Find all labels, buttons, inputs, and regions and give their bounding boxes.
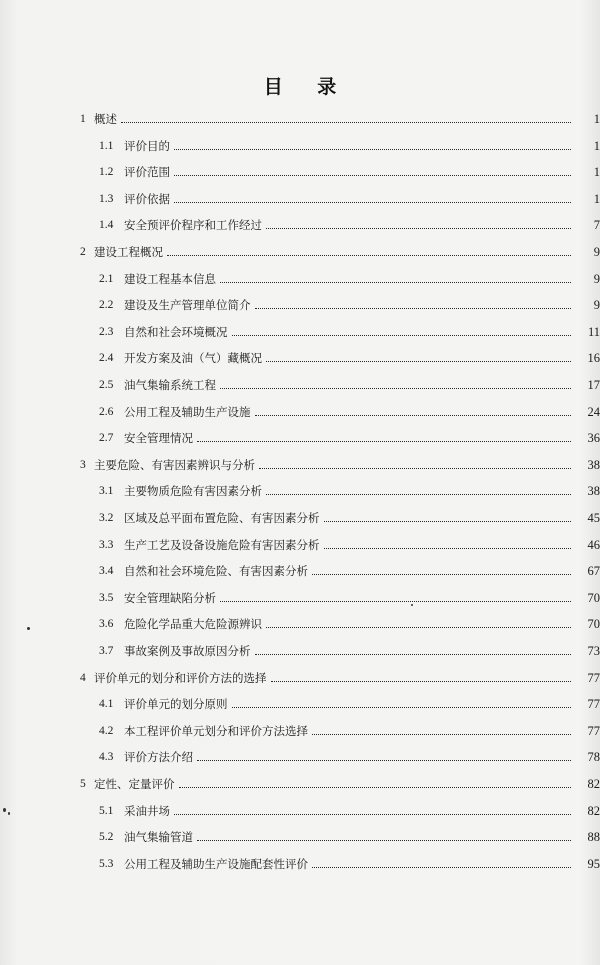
scan-speck: [8, 812, 10, 815]
toc-entry-number: 4.2: [99, 724, 114, 737]
toc-dot-leader: [174, 201, 571, 203]
toc-entry-number: 5.2: [99, 831, 114, 844]
toc-entry[interactable]: [0, 423, 600, 445]
toc-entry-label: 安全管理情况: [124, 431, 193, 446]
toc-entry-number: 3.4: [99, 565, 114, 578]
toc-dot-leader: [174, 813, 571, 815]
toc-dot-leader: [121, 121, 571, 123]
toc-entry[interactable]: [0, 583, 600, 605]
toc-entry-number: 1.1: [99, 139, 114, 152]
toc-entry-number: 4: [80, 671, 86, 684]
toc-entry-label: 采油井场: [124, 803, 170, 818]
scan-speck: [3, 808, 6, 812]
toc-entry-page-number: 77: [587, 723, 600, 738]
toc-entry-label: 自然和社会环境危险、有害因素分析: [124, 564, 308, 579]
toc-dot-leader: [179, 786, 572, 788]
toc-dot-leader: [167, 254, 571, 256]
toc-entry-number: 2.4: [99, 352, 114, 365]
toc-entry-label: 概述: [94, 112, 117, 126]
toc-entry-label: 油气集输系统工程: [124, 378, 216, 392]
toc-entry-label: 建设及生产管理单位简介: [124, 298, 251, 313]
toc-entry-page-number: 38: [587, 457, 600, 472]
toc-entry-label: 评价依据: [124, 191, 170, 206]
toc-entry-page-number: 1: [593, 138, 600, 153]
toc-entry-number: 3.1: [99, 485, 114, 498]
toc-entry-number: 2.5: [99, 379, 114, 391]
toc-entry[interactable]: [0, 290, 600, 312]
toc-entry[interactable]: [0, 210, 600, 232]
scan-speck: [27, 627, 30, 630]
toc-entry[interactable]: [0, 157, 600, 179]
toc-entry-number: 2: [80, 246, 86, 258]
toc-dot-leader: [266, 493, 571, 495]
toc-entry-label: 油气集输管道: [124, 830, 193, 845]
toc-entry-label: 安全预评价程序和工作经过: [124, 218, 262, 233]
toc-entry-page-number: 16: [587, 351, 600, 366]
toc-entry-label: 建设工程基本信息: [124, 271, 216, 286]
toc-entry-number: 5.3: [99, 857, 114, 870]
toc-entry[interactable]: [0, 796, 600, 818]
toc-entry-label: 评价单元的划分和评价方法的选择: [94, 670, 267, 685]
toc-dot-leader: [271, 680, 572, 682]
toc-entry-page-number: 82: [587, 777, 600, 791]
toc-entry-label: 主要危险、有害因素辨识与分析: [94, 457, 255, 472]
toc-entry-number: 2.7: [99, 432, 114, 445]
toc-entry-number: 5.1: [99, 804, 114, 817]
toc-entry-label: 评价范围: [124, 165, 170, 180]
toc-entry-page-number: 46: [587, 537, 600, 552]
toc-dot-leader: [220, 600, 571, 602]
toc-entry[interactable]: [0, 184, 600, 206]
toc-dot-leader: [312, 573, 571, 575]
toc-entry-label: 安全管理缺陷分析: [124, 590, 216, 605]
toc-entry-page-number: 70: [587, 617, 600, 632]
toc-entry-number: 4.3: [99, 751, 114, 764]
toc-entry-label: 定性、定量评价: [94, 777, 175, 791]
toc-entry-page-number: 17: [587, 378, 600, 392]
toc-dot-leader: [324, 547, 572, 549]
toc-entry[interactable]: [0, 689, 600, 711]
toc-entry-label: 公用工程及辅助生产设施配套性评价: [124, 856, 308, 871]
toc-entry-number: 2.2: [99, 299, 114, 312]
toc-entry[interactable]: [0, 397, 600, 419]
toc-entry[interactable]: [0, 237, 600, 259]
toc-entry-label: 评价目的: [124, 138, 170, 153]
toc-dot-leader: [174, 148, 571, 150]
toc-entry-page-number: 1: [593, 112, 600, 126]
toc-entry[interactable]: [0, 131, 600, 153]
toc-entry-number: 1: [80, 113, 86, 125]
toc-entry-label: 主要物质危险有害因素分析: [124, 484, 262, 499]
toc-dot-leader: [220, 387, 571, 389]
toc-entry-number: 3.7: [99, 645, 114, 657]
toc-entry[interactable]: [0, 530, 600, 552]
toc-entry[interactable]: [0, 343, 600, 365]
toc-dot-leader: [197, 440, 571, 442]
toc-entry[interactable]: [0, 609, 600, 631]
toc-entry-page-number: 38: [587, 484, 600, 499]
toc-entry-number: 3.3: [99, 538, 114, 551]
toc-entry-label: 公用工程及辅助生产设施: [124, 404, 251, 419]
toc-entry-page-number: 67: [587, 564, 600, 579]
toc-dot-leader: [232, 334, 572, 336]
toc-dot-leader: [255, 653, 572, 655]
toc-entry[interactable]: [0, 450, 600, 472]
scan-speck: [411, 604, 413, 606]
toc-entry-label: 事故案例及事故原因分析: [124, 644, 251, 658]
toc-dot-leader: [255, 414, 572, 416]
toc-entry-page-number: 45: [587, 511, 600, 525]
toc-entry-page-number: 7: [593, 218, 600, 233]
toc-entry-label: 本工程评价单元划分和评价方法选择: [124, 723, 308, 738]
toc-entry[interactable]: [0, 769, 600, 791]
toc-entry-label: 区域及总平面布置危险、有害因素分析: [124, 511, 320, 525]
toc-dot-leader: [255, 307, 572, 309]
toc-entry-number: 3: [80, 458, 86, 471]
toc-entry-label: 开发方案及油（气）藏概况: [124, 351, 262, 366]
toc-entry-number: 2.1: [99, 272, 114, 285]
toc-entry-page-number: 9: [593, 245, 600, 259]
toc-entry-page-number: 95: [587, 856, 600, 871]
toc-entry[interactable]: [0, 849, 600, 871]
toc-entry-number: 2.6: [99, 405, 114, 418]
toc-entry-page-number: 77: [587, 670, 600, 685]
toc-dot-leader: [312, 866, 571, 868]
toc-entry[interactable]: [0, 742, 600, 764]
toc-entry-page-number: 78: [587, 750, 600, 765]
toc-dot-leader: [197, 839, 571, 841]
toc-entry[interactable]: [0, 317, 600, 339]
toc-entry[interactable]: [0, 370, 600, 392]
toc-entry-page-number: 70: [587, 590, 600, 605]
toc-dot-leader: [259, 467, 571, 469]
toc-entry[interactable]: [0, 476, 600, 498]
toc-entry-number: 1.3: [99, 192, 114, 205]
toc-entry-page-number: 9: [593, 298, 600, 313]
toc-dot-leader: [174, 174, 571, 176]
toc-entry-label: 危险化学品重大危险源辨识: [124, 617, 262, 632]
toc-dot-leader: [312, 733, 571, 735]
toc-entry-page-number: 77: [587, 697, 600, 712]
toc-entry-number: 2.3: [99, 325, 114, 338]
toc-entry[interactable]: [0, 556, 600, 578]
toc-entry[interactable]: [0, 503, 600, 525]
page-title: 目 录: [263, 76, 351, 98]
toc-entry-page-number: 9: [593, 271, 600, 286]
toc-entry-number: 1.2: [99, 166, 114, 179]
toc-entry-number: 4.1: [99, 698, 114, 711]
toc-entry-number: 3.2: [99, 512, 114, 524]
toc-dot-leader: [266, 227, 571, 229]
toc-entry-label: 评价单元的划分原则: [124, 697, 228, 712]
toc-entry-number: 1.4: [99, 219, 114, 232]
toc-entry-label: 评价方法介绍: [124, 750, 193, 765]
toc-entry-number: 5: [80, 778, 86, 790]
toc-entry-page-number: 1: [593, 165, 600, 180]
toc-entry[interactable]: [0, 663, 600, 685]
toc-dot-leader: [220, 281, 571, 283]
toc-entry[interactable]: [0, 822, 600, 844]
toc-dot-leader: [324, 520, 572, 522]
toc-entry-label: 生产工艺及设备设施危险有害因素分析: [124, 537, 320, 552]
toc-entry-page-number: 1: [593, 191, 600, 206]
toc-entry-page-number: 24: [587, 404, 600, 419]
toc-entry[interactable]: [0, 716, 600, 738]
toc-entry-page-number: 11: [587, 324, 600, 339]
toc-dot-leader: [197, 759, 571, 761]
toc-entry-page-number: 36: [587, 431, 600, 446]
toc-dot-leader: [266, 626, 571, 628]
toc-entry-page-number: 73: [587, 644, 600, 658]
toc-entry[interactable]: [0, 104, 600, 126]
toc-dot-leader: [232, 706, 572, 708]
toc-entry-number: 3.6: [99, 618, 114, 631]
toc-entry-number: 3.5: [99, 591, 114, 604]
toc-entry-page-number: 82: [587, 803, 600, 818]
toc-entry-page-number: 88: [587, 830, 600, 845]
toc-entry-label: 自然和社会环境概况: [124, 324, 228, 339]
toc-entry[interactable]: [0, 636, 600, 658]
toc-entry-label: 建设工程概况: [94, 245, 163, 259]
toc-dot-leader: [266, 360, 571, 362]
toc-entry[interactable]: [0, 264, 600, 286]
